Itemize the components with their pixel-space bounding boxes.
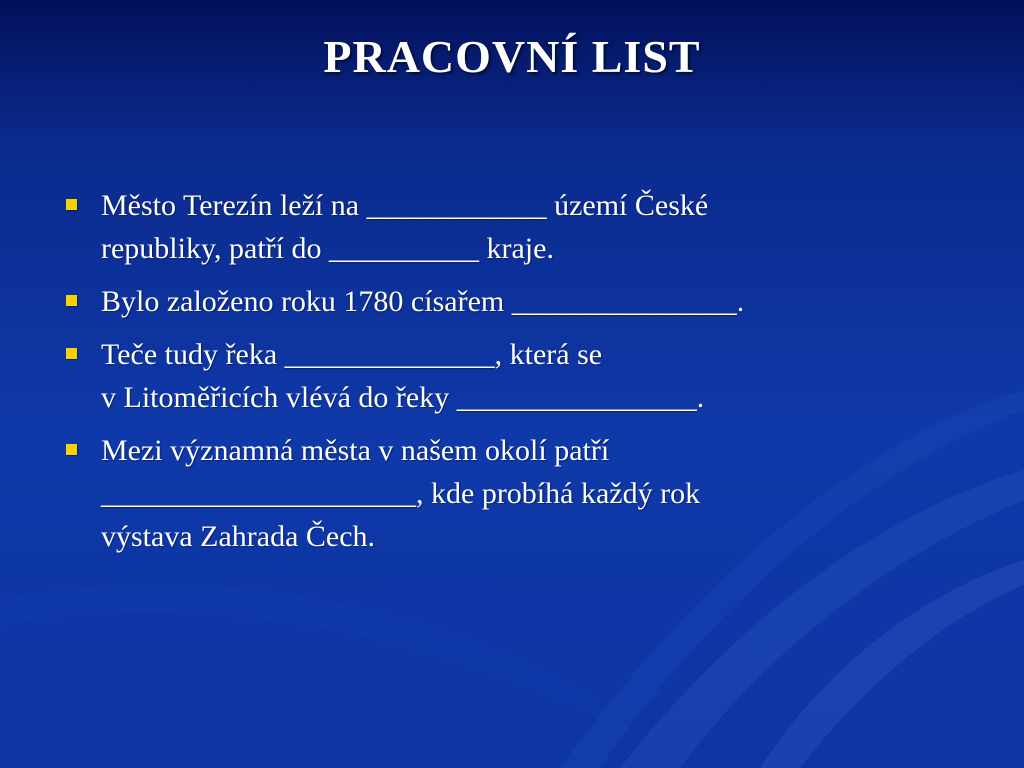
- bullet-4-line-2: _____________________, kde probíhá každý rok: [101, 477, 701, 510]
- bullet-item-4: [64, 429, 954, 558]
- bullet-4-line-3: výstava Zahrada Čech.: [101, 520, 376, 553]
- bullet-2-line-1: Bylo založeno roku 1780 císařem _______________.: [101, 285, 745, 318]
- yellow-square-bullet-icon: [66, 444, 77, 455]
- yellow-square-bullet-icon: [66, 348, 77, 359]
- bullet-3-line-1: Teče tudy řeka ______________, která se: [101, 338, 603, 371]
- yellow-square-bullet-icon: [66, 295, 77, 306]
- bullet-3-line-2: v Litoměřicích vlévá do řeky ________________.: [101, 381, 705, 414]
- bullet-list: [64, 184, 954, 568]
- page-title: PRACOVNÍ LIST: [323, 31, 701, 82]
- bullet-item-1: [64, 184, 954, 270]
- yellow-square-bullet-icon: [66, 199, 77, 210]
- bullet-item-2: [64, 280, 954, 323]
- bullet-4-line-1: Mezi významná města v našem okolí patří: [101, 434, 610, 467]
- bullet-item-3: [64, 333, 954, 419]
- bullet-1-line-2: republiky, patří do __________ kraje.: [101, 232, 554, 265]
- bullet-1-line-1: Město Terezín leží na ____________ území České: [101, 189, 709, 222]
